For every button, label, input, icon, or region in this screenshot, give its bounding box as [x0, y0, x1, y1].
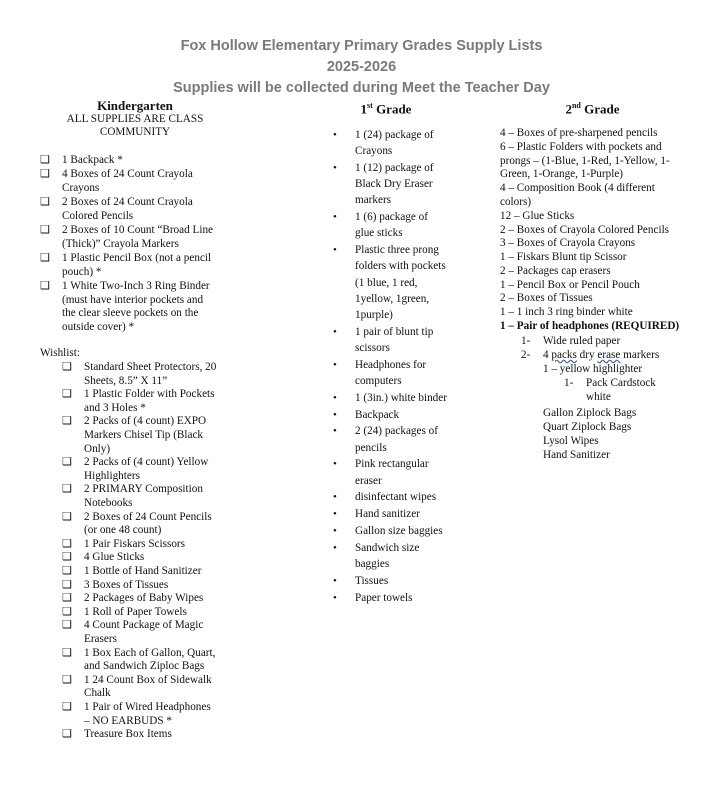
list-item-text: 2 Packs of (4 count) EXPO [84, 415, 207, 428]
list-item-text: Black Dry Eraser [355, 178, 433, 191]
list-item-text: 2 PRIMARY Composition [84, 483, 203, 496]
list-item-text: • Headphones for [355, 358, 427, 371]
supply-line: 12 – Glue Sticks [500, 209, 575, 222]
checkbox-icon: ❑ [40, 196, 50, 209]
list-item-text: markers [355, 194, 392, 207]
list-item [355, 160, 493, 209]
list-item [40, 280, 245, 334]
kindergarten-title: Kindergarten [97, 98, 173, 113]
list-item [62, 551, 232, 565]
wish-item-2: 2- 4 packs dry erase markers [521, 348, 660, 361]
list-item-text: Treasure Box Items [84, 728, 172, 741]
list-item-text: 2 Packs of (4 count) Yellow [84, 456, 209, 469]
list-item-text: Only) [84, 442, 111, 455]
second-grade-extras [500, 406, 715, 463]
list-item-text: baggies [355, 557, 390, 570]
headphones-required: 1 – Pair of headphones (REQUIRED) [500, 320, 680, 333]
checkbox-icon: ❑ [62, 605, 72, 618]
list-item-text: • 1 pair of blunt tip [355, 325, 434, 338]
list-item [62, 579, 232, 593]
list-item-text: Crayons [62, 181, 100, 194]
class-community-note [40, 113, 230, 140]
list-item [355, 209, 493, 241]
list-item-text: 1 Pair Fiskars Scissors [84, 537, 186, 550]
list-item-text: Chalk [84, 687, 111, 700]
list-item [355, 523, 493, 539]
list-item [355, 489, 493, 505]
list-item-text: • Paper towels [355, 591, 413, 604]
extra-item: Lysol Wipes [543, 435, 599, 448]
list-item [355, 390, 493, 406]
list-item-text: 3 Boxes of Tissues [84, 578, 169, 591]
kindergarten-wishlist [62, 361, 232, 742]
list-item-text: 1 Pair of Wired Headphones [84, 700, 211, 713]
list-item-text: Erasers [84, 632, 117, 645]
list-item-text: 1 Bottle of Hand Sanitizer [84, 564, 202, 577]
list-item-text: and 3 Holes * [84, 401, 146, 414]
checkbox-icon: ❑ [62, 415, 72, 428]
checkbox-icon: ❑ [62, 673, 72, 686]
list-item-text: • 1 (24) package of [355, 128, 434, 141]
list-item-text: – NO EARBUDS * [84, 714, 172, 727]
list-item-text: 4 Glue Sticks [84, 551, 145, 564]
checkbox-icon: ❑ [62, 700, 72, 713]
title-line-3: Supplies will be collected during Meet the Teacher Day [173, 80, 550, 96]
kindergarten-supply-list [40, 154, 245, 335]
list-item-text: 2 Boxes of 24 Count Pencils [84, 510, 212, 523]
list-item [40, 252, 245, 279]
list-item-text: 1 White Two-Inch 3 Ring Binder [62, 280, 210, 293]
list-item [40, 196, 245, 223]
title-line-2: 2025-2026 [326, 59, 397, 75]
supply-line: 2 – Packages cap erasers [500, 264, 611, 277]
checkbox-icon: ❑ [62, 551, 72, 564]
list-item-text: • 1 (3in.) white binder [355, 391, 447, 404]
checkbox-icon: ❑ [62, 728, 72, 741]
kindergarten-column [40, 99, 245, 742]
list-item-text: • Sandwich size [355, 541, 420, 554]
list-item-text: 4 Count Package of Magic [84, 619, 204, 632]
list-item [62, 728, 232, 742]
list-item-text: 2 Packages of Baby Wipes [84, 592, 204, 605]
list-item-text: glue sticks [355, 227, 403, 240]
checkbox-icon: ❑ [62, 388, 72, 401]
supply-line: colors) [500, 195, 532, 208]
list-item-text: • Backpack [355, 408, 400, 421]
list-item [355, 324, 493, 356]
checkbox-icon: ❑ [62, 361, 72, 374]
title-line-1: Fox Hollow Elementary Primary Grades Supply Lists [180, 38, 543, 54]
list-item-text: Highlighters [84, 469, 140, 482]
list-item-text: 1 Box Each of Gallon, Quart, [84, 646, 216, 659]
list-item-text: 4 Boxes of 24 Count Crayola [62, 168, 193, 181]
extra-item: Gallon Ziplock Bags [543, 406, 637, 419]
list-item-text: Colored Pencils [62, 209, 134, 222]
checkbox-icon: ❑ [62, 564, 72, 577]
list-item-text: • Tissues [355, 574, 389, 587]
supply-line: 1 – 1 inch 3 ring binder white [500, 306, 633, 319]
supply-line: 4 – Composition Book (4 different [500, 182, 655, 195]
checkbox-icon: ❑ [62, 619, 72, 632]
checkbox-icon: ❑ [62, 578, 72, 591]
list-item [355, 423, 493, 455]
list-item [62, 511, 232, 538]
list-item-text: 1 Backpack * [62, 153, 123, 166]
list-item-text: (Thick)” Crayola Markers [62, 237, 179, 250]
list-item [62, 619, 232, 646]
list-item [62, 592, 232, 606]
wishlist-label: Wishlist: [40, 347, 80, 360]
list-item-text: 1 24 Count Box of Sidewalk [84, 673, 212, 686]
list-item [355, 407, 493, 423]
list-item-text: computers [355, 374, 402, 387]
list-item [355, 540, 493, 572]
list-item-text: • Gallon size baggies [355, 524, 443, 537]
list-item-text: the clear sleeve pockets on the [62, 307, 199, 320]
supply-line: 6 – Plastic Folders with pockets and [500, 140, 662, 153]
list-item-text: outside cover) * [62, 320, 135, 333]
list-item-text: pouch) * [62, 265, 102, 278]
list-item [40, 168, 245, 195]
note-line-1: ALL SUPPLIES ARE CLASS [66, 112, 204, 125]
first-grade-column [333, 99, 493, 606]
list-item-text: Standard Sheet Protectors, 20 [84, 361, 217, 374]
checkbox-icon: ❑ [62, 483, 72, 496]
list-item-text: Sheets, 8.5” X 11” [84, 374, 168, 387]
list-item-text: • 1 (12) package of [355, 161, 434, 174]
extra-item: Hand Sanitizer [543, 449, 610, 462]
list-item [355, 506, 493, 522]
first-grade-title: 1st Grade [360, 101, 412, 117]
list-item-text: • Hand sanitizer [355, 508, 420, 521]
wish-item-1: 1- Wide ruled paper [521, 334, 621, 347]
list-item [355, 127, 493, 159]
list-item [62, 483, 232, 510]
cardstock-item: 1- Pack Cardstock white [564, 377, 656, 404]
list-item [355, 590, 493, 606]
list-item [355, 357, 493, 389]
extra-item: Quart Ziplock Bags [543, 420, 632, 433]
supply-line: 4 – Boxes of pre-sharpened pencils [500, 126, 658, 139]
list-item [62, 647, 232, 674]
first-grade-supply-list [333, 127, 493, 606]
checkbox-icon: ❑ [62, 592, 72, 605]
list-item-text: • Plastic three prong [355, 244, 439, 257]
list-item [355, 573, 493, 589]
list-item [355, 456, 493, 488]
list-item [62, 388, 232, 415]
list-item-text: eraser [355, 474, 382, 487]
list-item-text: Markers Chisel Tip (Black [84, 429, 204, 442]
checkbox-icon: ❑ [40, 153, 50, 166]
second-grade-column [500, 99, 715, 463]
list-item-text: scissors [355, 341, 390, 354]
supply-line: prongs – (1-Blue, 1-Red, 1-Yellow, 1- [500, 154, 670, 167]
supply-line: 3 – Boxes of Crayola Crayons [500, 237, 636, 250]
list-item-text: • disinfectant wipes [355, 491, 437, 504]
list-item-text: Crayons [355, 145, 393, 158]
list-item-text: 2 Boxes of 24 Count Crayola [62, 196, 193, 209]
list-item [62, 415, 232, 456]
list-item-text: 2 Boxes of 10 Count “Broad Line [62, 224, 214, 237]
list-item-text: Notebooks [84, 497, 133, 510]
list-item-text: • Pink rectangular [355, 458, 429, 471]
list-item [62, 674, 232, 701]
checkbox-icon: ❑ [62, 646, 72, 659]
checkbox-icon: ❑ [62, 537, 72, 550]
list-item-text: 1purple) [355, 308, 393, 321]
list-item [62, 565, 232, 579]
list-item-text: (must have interior pockets and [62, 293, 204, 306]
checkbox-icon: ❑ [40, 224, 50, 237]
list-item-text: (1 blue, 1 red, [355, 276, 418, 289]
list-item [62, 606, 232, 620]
list-item [62, 361, 232, 388]
list-item-text: 1 Plastic Folder with Pockets [84, 388, 215, 401]
yellow-highlighter-line: 1 – yellow highlighter [543, 363, 643, 376]
supply-line: 1 – Fiskars Blunt tip Scissor [500, 251, 627, 264]
second-grade-title: 2nd Grade [565, 101, 620, 117]
list-item-text: folders with pockets [355, 260, 446, 273]
note-line-2: COMMUNITY [99, 126, 171, 139]
checkbox-icon: ❑ [40, 252, 50, 265]
list-item-text: • 1 (6) package of [355, 211, 428, 224]
list-item-text: pencils [355, 441, 387, 454]
list-item-text: 1yellow, 1green, [355, 292, 430, 305]
list-item-text: 1 Roll of Paper Towels [84, 605, 187, 618]
list-item-text: and Sandwich Ziploc Bags [84, 660, 205, 673]
checkbox-icon: ❑ [62, 510, 72, 523]
checkbox-icon: ❑ [40, 280, 50, 293]
checkbox-icon: ❑ [62, 456, 72, 469]
list-item [40, 224, 245, 251]
second-grade-supply-list [500, 127, 715, 320]
supply-line: 2 – Boxes of Tissues [500, 292, 593, 305]
checkbox-icon: ❑ [40, 168, 50, 181]
list-item-text: (or one 48 count) [84, 524, 162, 537]
list-item-text: 1 Plastic Pencil Box (not a pencil [62, 252, 212, 265]
list-item-text: • 2 (24) packages of [355, 425, 438, 438]
supply-line: 1 – Pencil Box or Pencil Pouch [500, 278, 640, 291]
supply-line: Green, 1-Orange, 1-Purple) [500, 168, 624, 181]
list-item [62, 701, 232, 728]
list-item [355, 242, 493, 323]
supply-line: 2 – Boxes of Crayola Colored Pencils [500, 223, 670, 236]
list-item [62, 538, 232, 552]
list-item [62, 456, 232, 483]
list-item [40, 154, 245, 168]
